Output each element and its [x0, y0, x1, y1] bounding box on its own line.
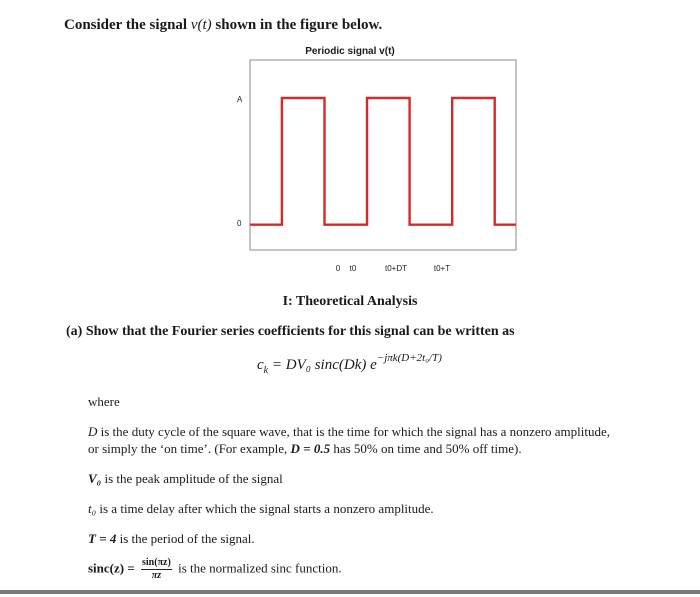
x-tick-t0: t0: [349, 264, 357, 273]
signal-variable: v(t): [190, 17, 212, 33]
var-v0: V₀: [88, 471, 102, 486]
formula-rhs: = DV₀ sinc(Dk) e: [268, 357, 377, 373]
plot-frame: [250, 60, 516, 250]
signal-chart: [220, 58, 520, 278]
x-tick-labels: [336, 264, 450, 273]
duty-cycle-text-1: is the duty cycle of the square wave, that is the time for which the signal has a nonzero amplitude,: [97, 424, 611, 439]
period-text: is the period of the signal.: [116, 531, 255, 546]
definition-peak-amplitude: [88, 470, 283, 487]
signal-trace: [250, 98, 516, 225]
sinc-lhs: sinc(z) =: [88, 560, 139, 576]
formula-exponent: −jπk(D+2t₀/T): [376, 352, 442, 364]
definition-sinc: [88, 557, 342, 582]
x-tick-zero: 0: [335, 264, 341, 273]
where-label: where: [88, 394, 120, 409]
sinc-fraction: [141, 557, 172, 582]
question-a: (a) Show that the Fourier series coefficients for this signal can be written as: [66, 324, 515, 339]
intro-text-2: shown in the figure below.: [211, 17, 383, 33]
y-tick-label-a: A: [237, 95, 243, 104]
duty-cycle-example: D = 0.5: [290, 441, 331, 456]
time-delay-text: is a time delay after which the signal starts a nonzero amplitude.: [96, 501, 434, 516]
y-tick-label-0: 0: [237, 219, 242, 228]
definition-period: [88, 530, 255, 547]
peak-amplitude-text: is the peak amplitude of the signal: [101, 471, 283, 486]
intro-text-1: Consider the signal: [64, 17, 191, 33]
var-t0: t₀: [88, 501, 97, 516]
fourier-coefficient-formula: [257, 352, 442, 376]
definition-time-delay: [88, 500, 434, 517]
var-t: T = 4: [88, 531, 117, 546]
formula-lhs: c: [257, 357, 264, 373]
section-title: I: Theoretical Analysis: [282, 294, 418, 309]
formula-lhs-subscript: k: [263, 365, 269, 376]
chart-title: Periodic signal v(t): [305, 46, 395, 57]
x-tick-t0-plus-t: t0+T: [433, 264, 451, 273]
sinc-numerator: sin(πz): [142, 557, 171, 568]
duty-cycle-text-3: has 50% on time and 50% off time).: [330, 441, 522, 456]
var-d: D: [88, 424, 98, 439]
x-tick-t0-plus-dt: t0+DT: [384, 264, 408, 273]
intro-sentence: [64, 17, 382, 34]
bottom-divider: [0, 590, 700, 594]
sinc-denominator: πz: [151, 570, 162, 581]
definition-duty-cycle: [88, 423, 610, 457]
sinc-text: is the normalized sinc function.: [174, 560, 342, 576]
duty-cycle-text-2: or simply the ‘on time’. (For example,: [88, 441, 291, 456]
